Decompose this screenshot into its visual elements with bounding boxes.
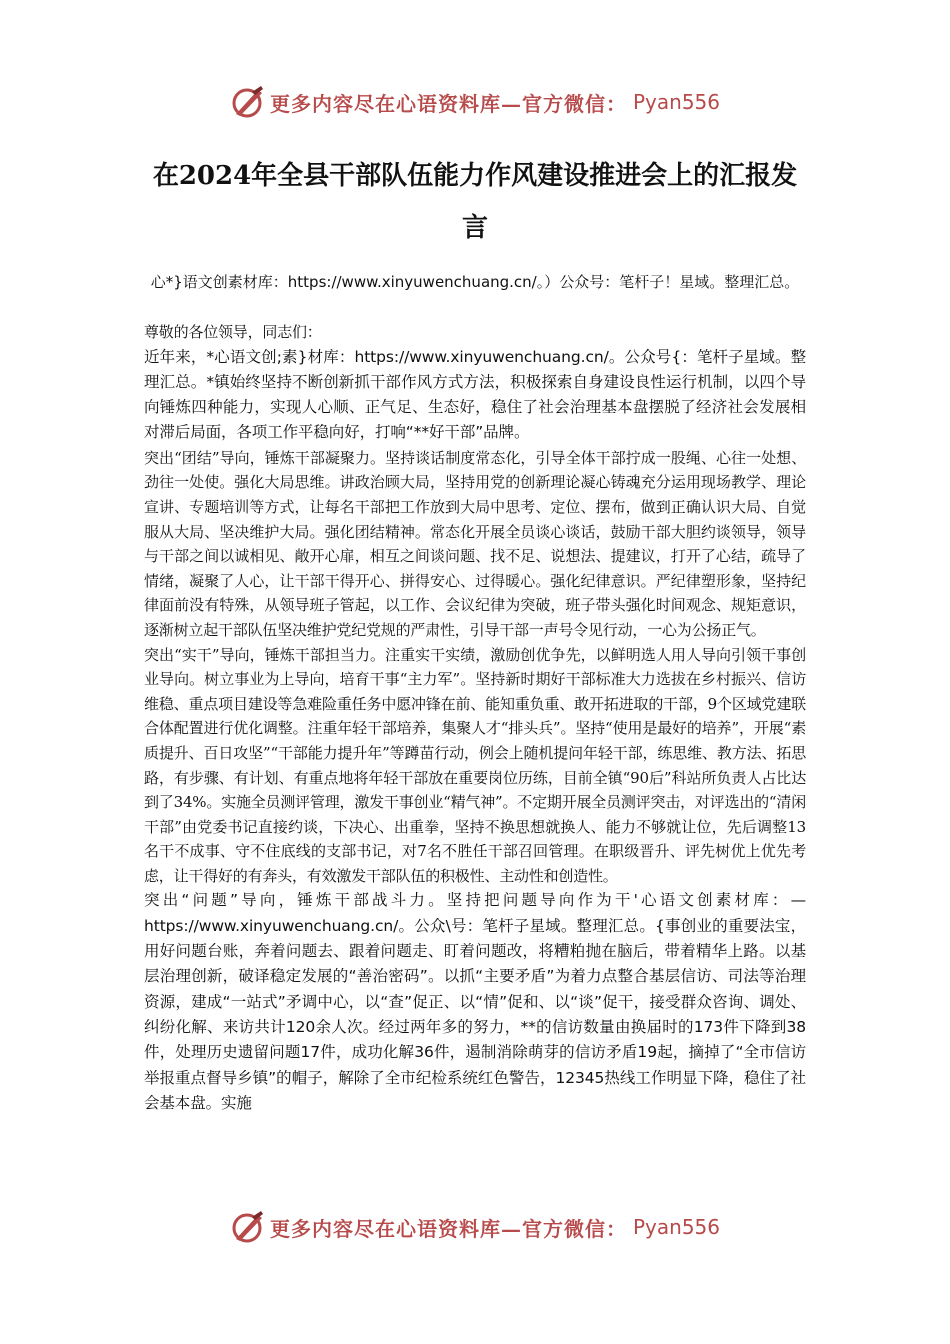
banner-text: 更多内容尽在心语资料库—官方微信：: [269, 91, 627, 116]
source-note: 心*}语文创素材库：https://www.xinyuwenchuang.cn/。）公众号：笔杆子！星域。整理汇总。: [150, 273, 800, 291]
banner-text: 更多内容尽在心语资料库—官方微信：: [269, 1216, 627, 1241]
pen-logo-icon: [230, 84, 266, 120]
salutation: 尊敬的各位领导，同志们：: [144, 323, 322, 341]
paragraph-unity: 突出“团结”导向，锤炼干部凝聚力。坚持谈话制度常态化，引导全体干部拧成一股绳、心往一处想、劲往一处使。强化大局思维。讲政治顾大局，坚持用党的创新理论凝心铸魂充分运用现场教学、理论宣讲、专题培训等方式，让每名干部把工作放到大局中思考、定位、摆布，做到正确认识大局、自觉服从大局、坚决维护大局。强化团结精神。常态化开展全员谈心谈话，鼓励干部大胆约谈领导，领导与干部之间以诚相见、敞开心扉，相互之间谈问题、找不足、说想法、提建议，打开了心结，疏导了情绪，凝聚了人心，让干部干得开心、拼得安心、过得暖心。强化纪律意识。严纪律塑形象，坚持纪律面前没有特殊，从领导班子管起，以工作、会议纪律为突破，班子带头强化时间观念、规矩意识，逐渐树立起干部队伍坚决维护党纪党规的严肃性，引导干部一声号令见行动，一心为公扬正气。: [144, 448, 806, 639]
header-watermark-banner: [0, 82, 950, 122]
pen-logo-icon: [230, 1209, 266, 1245]
footer-watermark-banner: [0, 1207, 950, 1247]
document-title: 在2024年全县干部队伍能力作风建设推进会上的汇报发言: [152, 161, 798, 243]
document-body: [144, 320, 806, 1116]
banner-wechat-id: Pyan556: [632, 1215, 720, 1239]
banner-wechat-id: Pyan556: [632, 90, 720, 114]
paragraph-intro: 近年来，*心语文创;素}材库：https://www.xinyuwenchuang.cn/。公众号{：笔杆子星域。整理汇总。*镇始终坚持不断创新抓干部作风方式方法，积极探索自身建设良性运行机制，以四个导向锤炼四种能力，实现人心顺、正气足、生态好，稳住了社会治理基本盘摆脱了经济社会发展相对滞后局面，各项工作平稳向好，打响“**好干部”品牌。: [144, 347, 806, 442]
paragraph-problem: 突出“问题”导向，锤炼干部战斗力。坚持把问题导向作为干'心语文创素材库：—https://www.xinyuwenchuang.cn/。公众\号：笔杆子星域。整理汇总。{事创业的重要法宝，用好问题台账，奔着问题去、跟着问题走、盯着问题改，将糟粕抛在脑后，带着精华上路。以基层治理创新，破译稳定发展的“善治密码”。以抓“主要矛盾”为着力点整合基层信访、司法等治理资源，建成“一站式”矛调中心，以“查”促正、以“情”促和、以“谈”促干，接受群众咨询、调处、纠纷化解、来访共计120余人次。经过两年多的努力，**的信访数量由换届时的173件下降到38件，处理历史遗留问题17件，成功化解36件，遏制消除萌芽的信访矛盾19起，摘掉了“全市信访举报重点督导乡镇”的帽子，解除了全市纪检系统红色警告，12345热线工作明显下降，稳住了社会基本盘。实施: [144, 891, 806, 1112]
paragraph-practice: 突出“实干”导向，锤炼干部担当力。注重实干实绩，激励创优争先，以鲜明选人用人导向引领干事创业导向。树立事业为上导向，培育干事“主力军”。坚持新时期好干部标准大力选拔在乡村振兴、信访维稳、重点项目建设等急难险重任务中愿冲锋在前、能知重负重、敢开拓进取的干部，9个区域党建联合体配置进行优化调整。注重年轻干部培养，集聚人才“排头兵”。坚持“使用是最好的培养”，开展“素质提升、百日攻坚”“干部能力提升年”等蹲苗行动，例会上随机提问年轻干部，练思维、教方法、拓思路，有步骤、有计划、有重点地将年轻干部放在重要岗位历练，目前全镇“90后”科站所负责人占比达到了34%。实施全员测评管理，激发干事创业“精气神”。不定期开展全员测评突击，对评选出的“清闲干部”由党委书记直接约谈，下决心、出重拳，坚持不换思想就换人、能力不够就让位，先后调整13名干不成事、守不住底线的支部书记，对7名不胜任干部召回管理。在职级晋升、评先树优上优先考虑，让干得好的有奔头，有效激发干部队伍的积极性、主动性和创造性。: [144, 645, 806, 885]
